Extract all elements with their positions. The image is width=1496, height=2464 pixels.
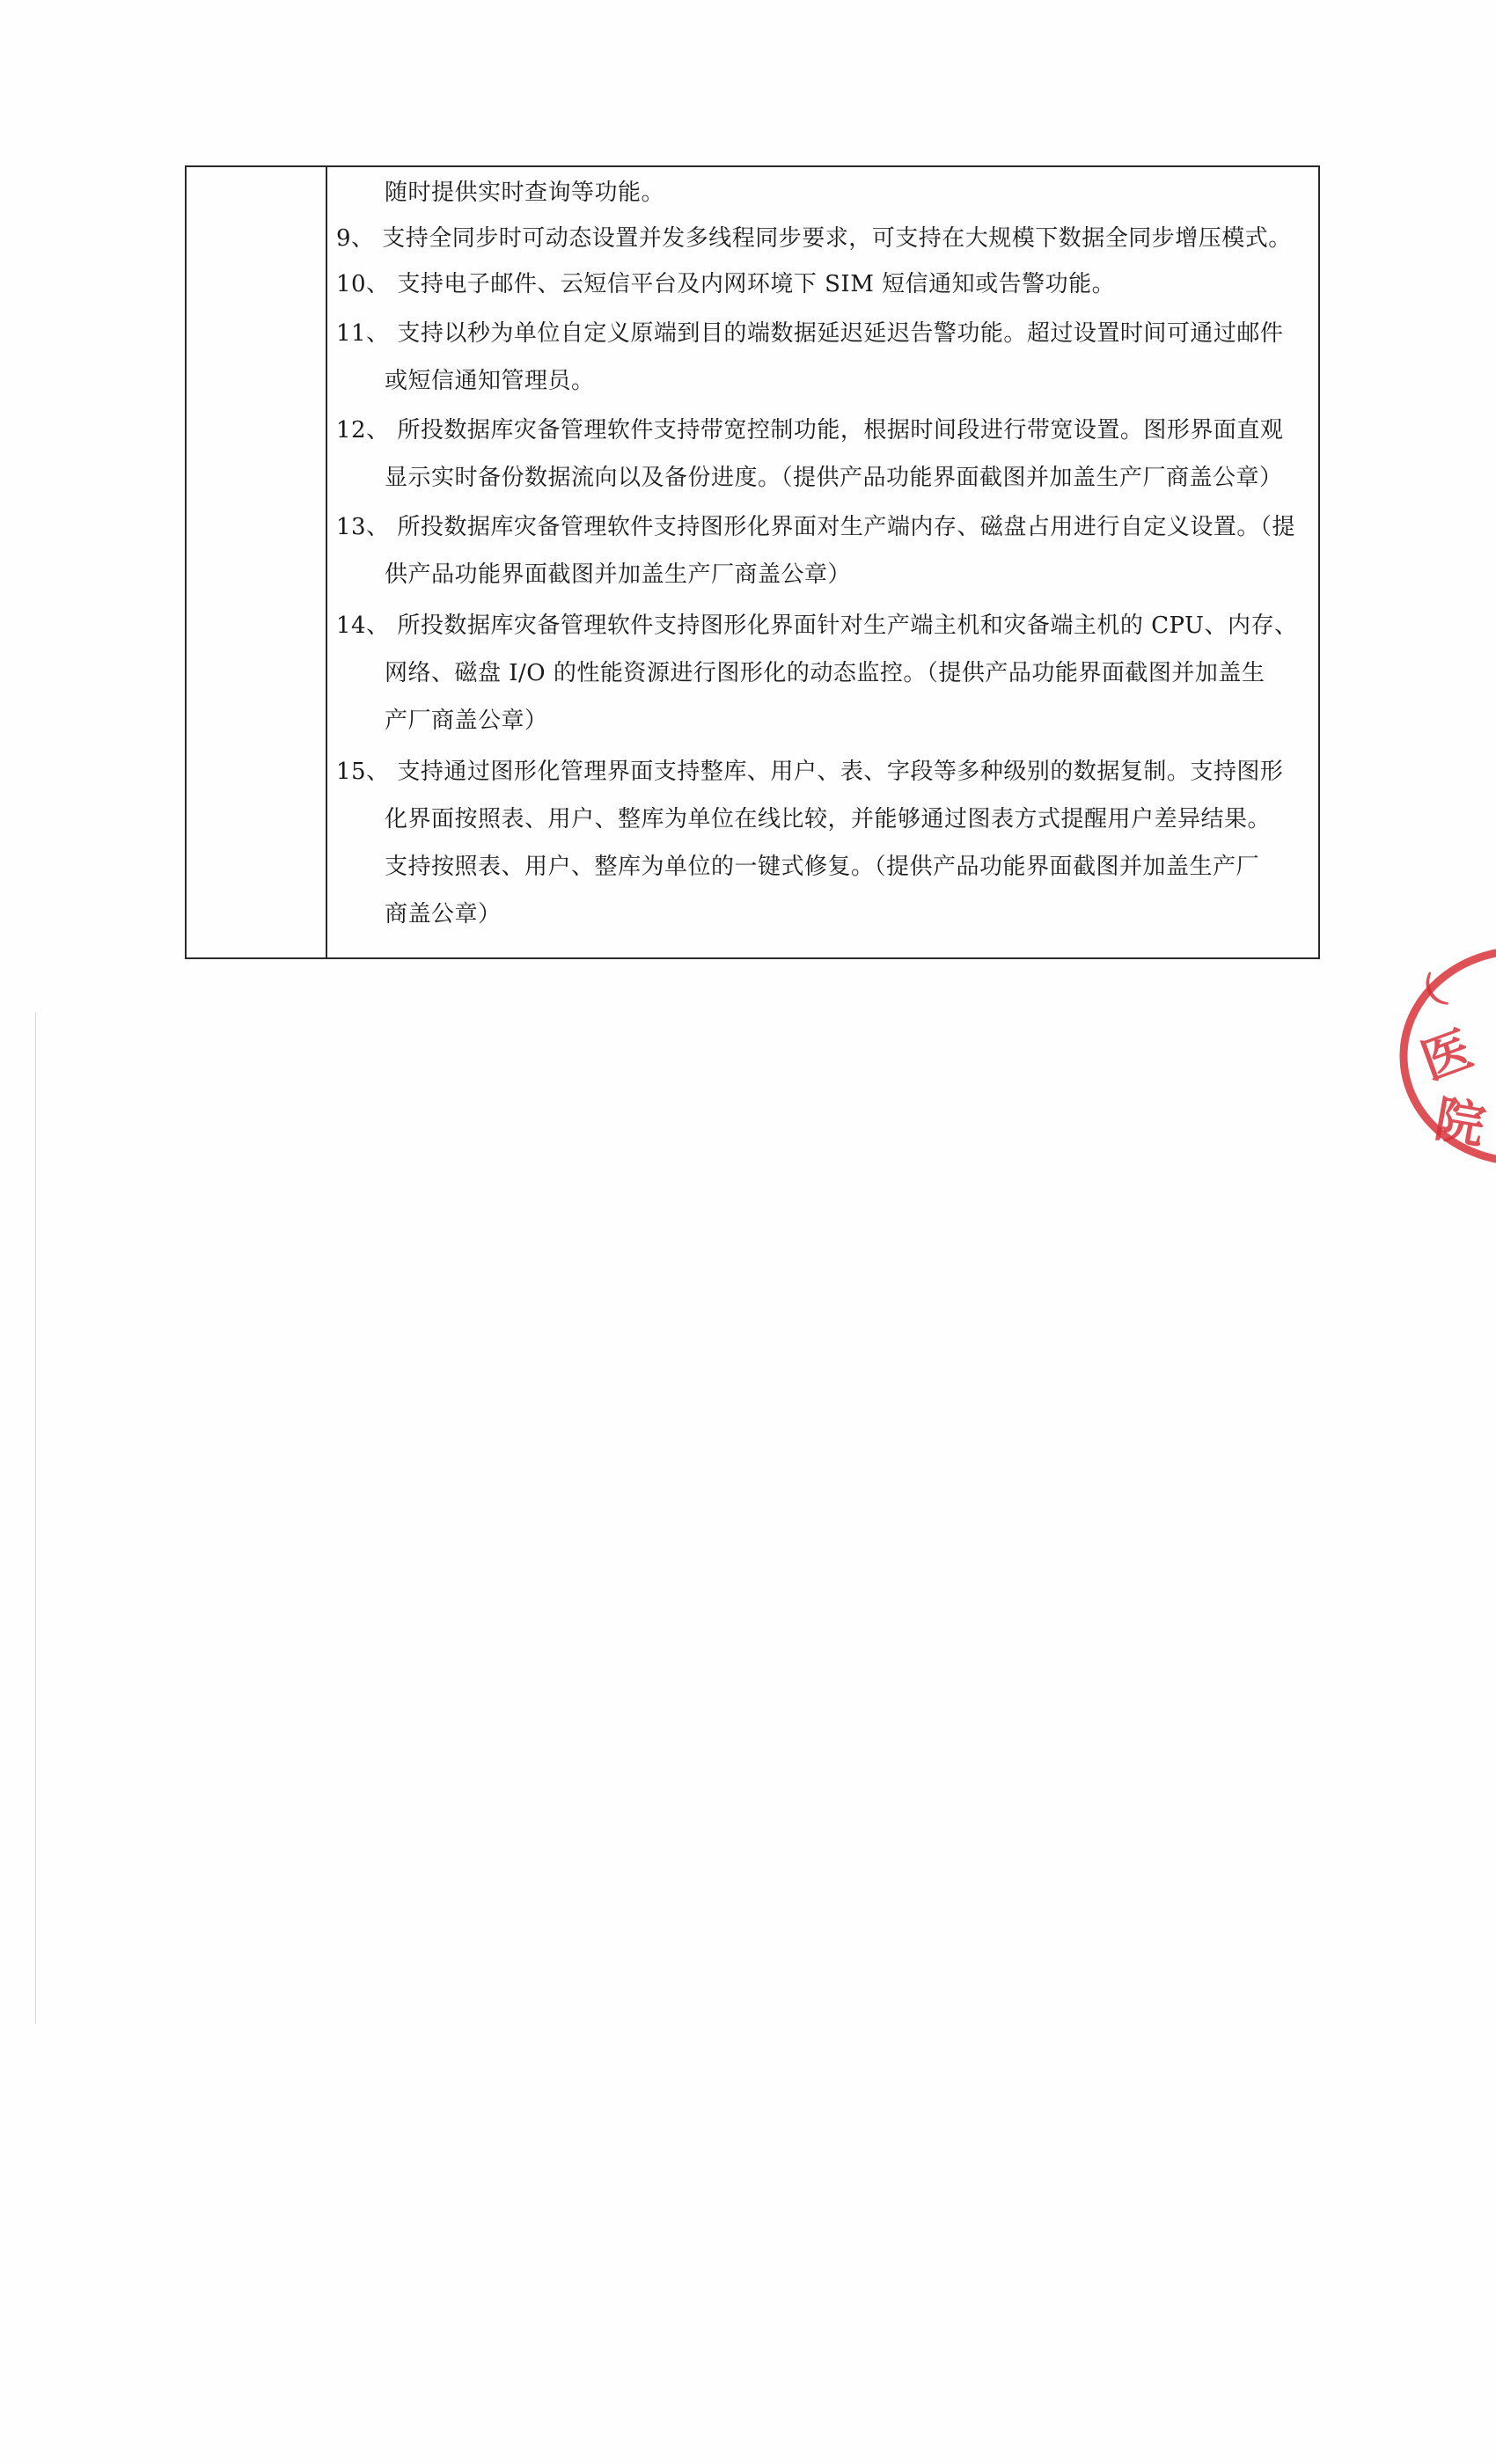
svg-text:医: 医 [1413, 1020, 1480, 1092]
text-line-4: 11、 支持以秒为单位自定义原端到目的端数据延迟延迟告警功能。超过设置时间可通过邮件 [336, 320, 1284, 347]
text-line-13: 15、 支持通过图形化管理界面支持整库、用户、表、字段等多种级别的数据复制。支持图形 [336, 759, 1284, 785]
text-line-2: 9、 支持全同步时可动态设置并发多线程同步要求，可支持在大规模下数据全同步增压模式。 [336, 225, 1292, 252]
svg-text:（: （ [1397, 969, 1454, 1028]
text-line-11: 网络、磁盘 I/O 的性能资源进行图形化的动态监控。（提供产品功能界面截图并加盖生 [385, 660, 1265, 686]
text-line-3: 10、 支持电子邮件、云短信平台及内网环境下 SIM 短信通知或告警功能。 [336, 271, 1116, 297]
text-line-5: 或短信通知管理员。 [385, 368, 595, 394]
spec-table [185, 165, 1320, 959]
text-line-16: 商盖公章） [385, 901, 502, 928]
text-line-7: 显示实时备份数据流向以及备份进度。（提供产品功能界面截图并加盖生产厂商盖公章） [385, 465, 1283, 491]
red-seal-stamp [1390, 942, 1496, 1170]
text-line-14: 化界面按照表、用户、整库为单位在线比较，并能够通过图表方式提醒用户差异结果。 [385, 806, 1272, 832]
text-line-8: 13、 所投数据库灾备管理软件支持图形化界面对生产端内存、磁盘占用进行自定义设置。（提 [336, 514, 1295, 540]
text-line-12: 产厂商盖公章） [385, 708, 548, 734]
table-content-column [327, 167, 1318, 957]
scan-margin-line [35, 1012, 36, 2024]
table-left-column [187, 167, 327, 957]
text-line-6: 12、 所投数据库灾备管理软件支持带宽控制功能，根据时间段进行带宽设置。图形界面直观 [336, 417, 1284, 444]
text-line-1: 随时提供实时查询等功能。 [385, 180, 665, 206]
text-line-15: 支持按照表、用户、整库为单位的一键式修复。（提供产品功能界面截图并加盖生产厂 [385, 854, 1260, 880]
text-line-9: 供产品功能界面截图并加盖生产厂商盖公章） [385, 561, 852, 588]
text-line-10: 14、 所投数据库灾备管理软件支持图形化界面针对生产端主机和灾备端主机的 CPU、内存、 [336, 612, 1298, 639]
svg-text:院: 院 [1430, 1090, 1490, 1156]
